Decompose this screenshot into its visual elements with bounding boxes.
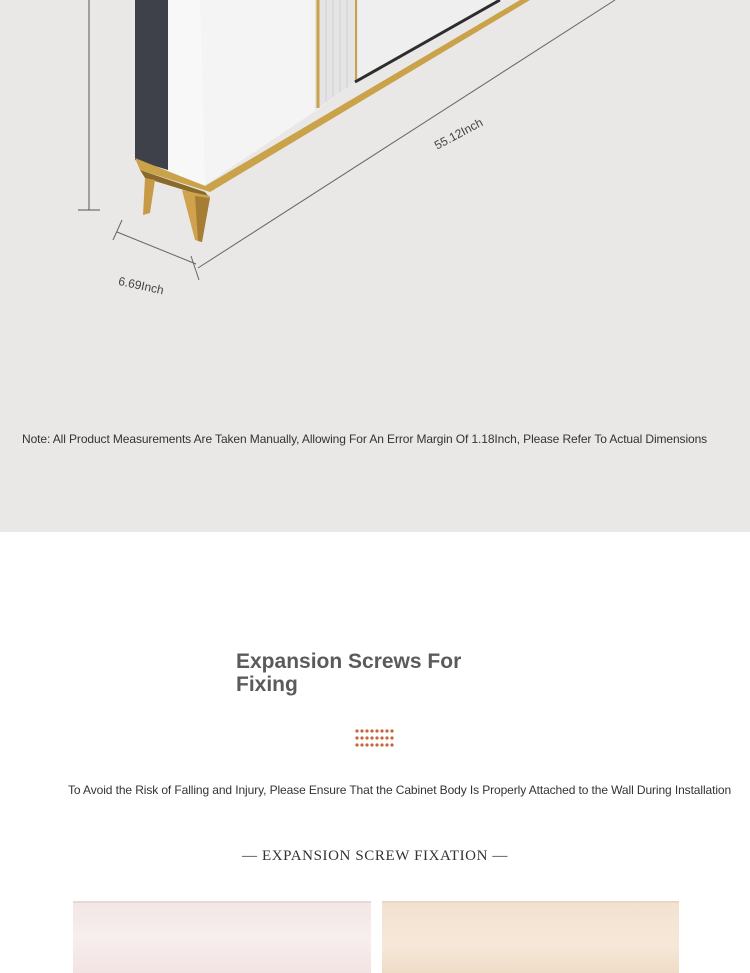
cabinet-side-panel bbox=[168, 0, 205, 185]
length-dimension-label: 55.12Inch bbox=[432, 115, 486, 153]
dot-grid-icon bbox=[355, 729, 395, 747]
cabinet-side-dark bbox=[135, 0, 168, 170]
fixation-heading: — EXPANSION SCREW FIXATION — bbox=[242, 848, 508, 864]
installation-warning: To Avoid the Risk of Falling and Injury, Please Ensure That the Cabinet Body Is Properly Attached to the Wall During Installation bbox=[68, 783, 732, 797]
depth-dimension-line bbox=[117, 232, 196, 264]
cabinet-leg-back bbox=[143, 178, 155, 215]
measurement-note: Note: All Product Measurements Are Taken Manually, Allowing For An Error Margin Of 1.18Inch, Please Refer To Actual Dimensions bbox=[22, 432, 708, 446]
section-title: Expansion Screws For Fixing bbox=[236, 650, 462, 696]
installation-photo-right bbox=[382, 901, 679, 973]
depth-dimension-label: 6.69Inch bbox=[117, 274, 166, 298]
fluted-panel bbox=[315, 0, 358, 110]
installation-photo-left bbox=[73, 901, 371, 973]
